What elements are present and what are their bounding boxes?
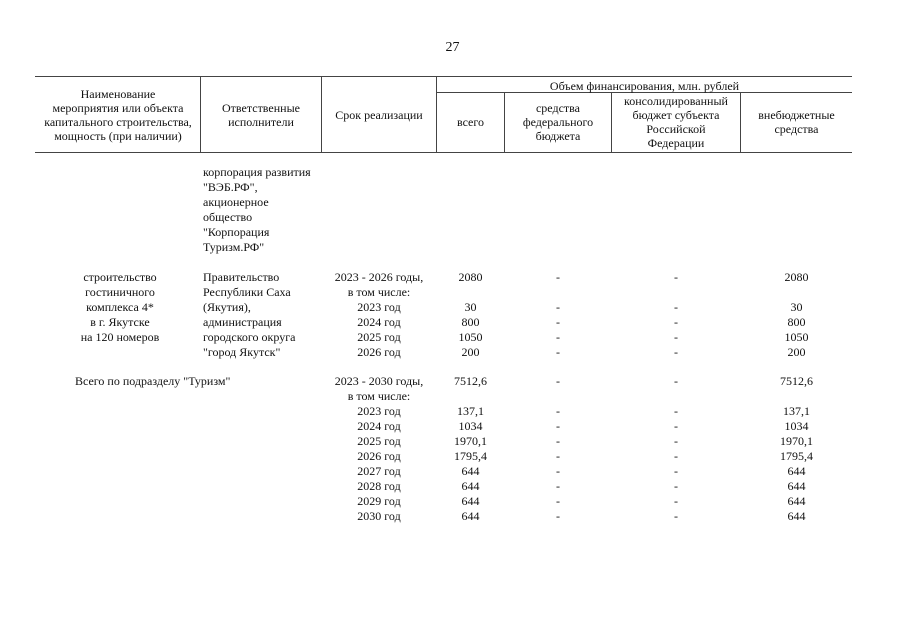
block1-executors: корпорация развития "ВЭБ.РФ", акционерное общество "Корпорация Туризм.РФ" xyxy=(203,165,311,254)
header-executors: Ответственные исполнители xyxy=(222,101,300,129)
page-number: 27 xyxy=(445,40,460,55)
block2-executors: Правительство Республики Саха (Якутия), администрация городского округа "город Якутск" xyxy=(203,270,296,359)
block2-name: строительство гостиничного комплекса 4* в г. Якутске на 120 номеров xyxy=(80,270,160,344)
header-bottom-rule xyxy=(35,152,852,153)
header-extrabudgetary: внебюджетные средства xyxy=(758,108,835,136)
block2-federal: - - - - - xyxy=(556,270,560,359)
block2-total: 2080 30 800 1050 200 xyxy=(458,270,483,359)
header-top-rule xyxy=(35,76,852,77)
header-federal: средства федерального бюджета xyxy=(522,101,594,143)
header-funding-group: Объем финансирования, млн. рублей xyxy=(549,79,740,93)
block2-regional: - - - - - xyxy=(674,270,678,359)
block3-total: 7512,6 137,1 1034 1970,1 1795,4 644 644 644 644 xyxy=(454,374,487,523)
header-name: Наименование мероприятия или объекта капитального строительства, мощность (при наличии) xyxy=(44,87,192,143)
block3-regional: - - - - - - - - - xyxy=(674,374,678,523)
block2-period: 2023 - 2026 годы, в том числе: 2023 год 2024 год 2025 год 2026 год xyxy=(334,270,424,359)
block3-name: Всего по подразделу "Туризм" xyxy=(75,374,231,388)
block3-federal: - - - - - - - - - xyxy=(556,374,560,523)
header-total: всего xyxy=(456,115,485,129)
header-regional: консолидированный бюджет субъекта Российской Федерации xyxy=(624,94,728,150)
header-period: Срок реализации xyxy=(335,108,423,122)
block3-period: 2023 - 2030 годы, в том числе: 2023 год 2024 год 2025 год 2026 год 2027 год 2028 год 2029 год 2030 год xyxy=(334,374,424,523)
block3-extrabudgetary: 7512,6 137,1 1034 1970,1 1795,4 644 644 644 644 xyxy=(780,374,813,523)
block2-extrabudgetary: 2080 30 800 1050 200 xyxy=(784,270,809,359)
